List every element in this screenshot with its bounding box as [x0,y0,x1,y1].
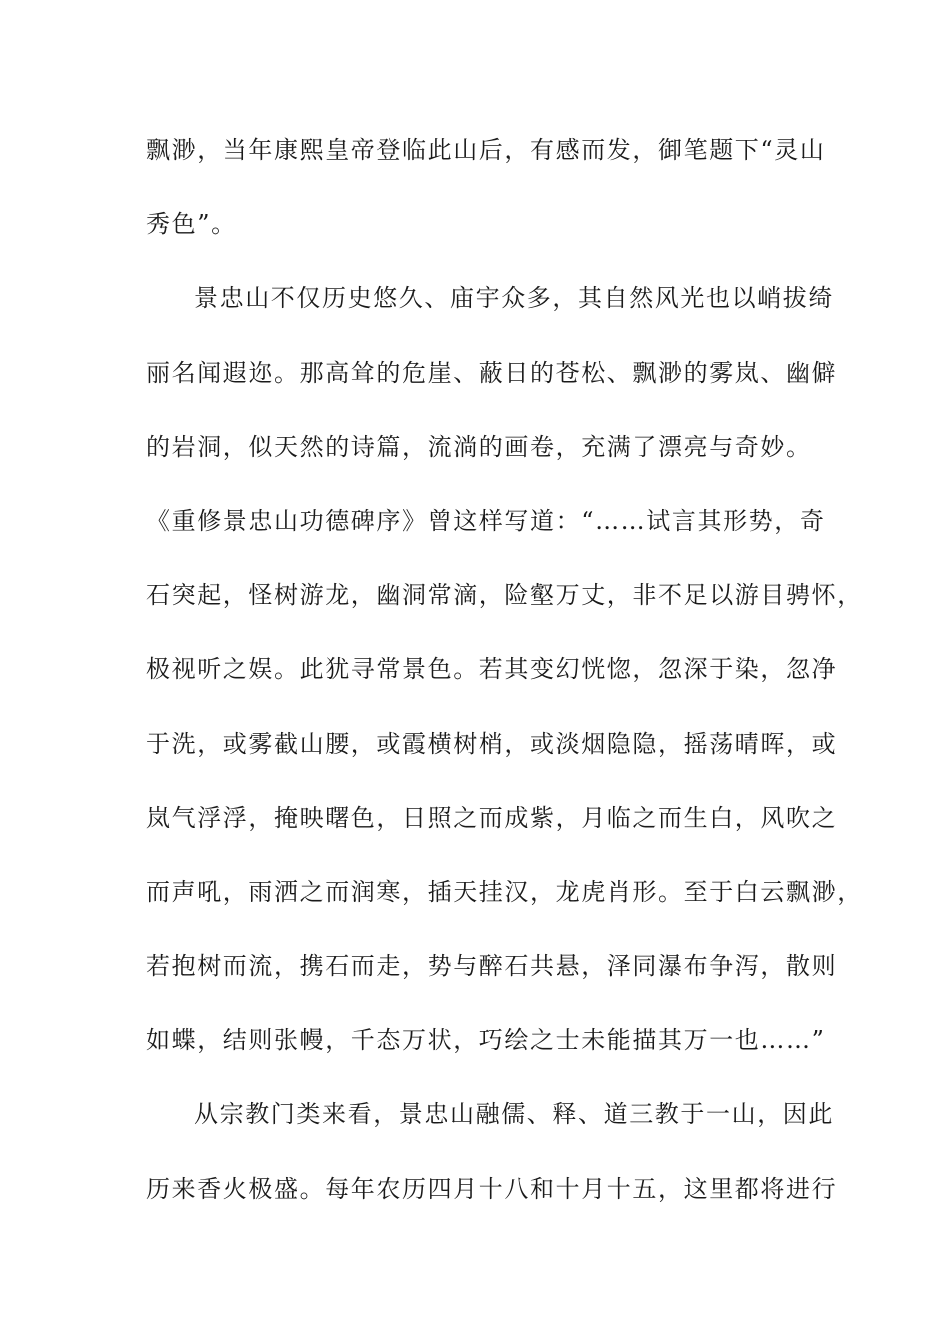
text-line: 的岩洞，似天然的诗篇，流淌的画卷，充满了漂亮与奇妙。 [146,432,812,461]
text-line: 飘渺，当年康熙皇帝登临此山后，有感而发，御笔题下“灵山 [146,136,826,164]
text-line: 石突起，怪树游龙，幽洞常滴，险壑万丈，非不足以游目骋怀， [146,581,863,610]
text-line: 若抱树而流，携石而走，势与醉石共悬，泽同瀑布争泻，散则 [146,952,838,981]
text-line: 岚气浮浮，掩映曙色，日照之而成紫，月临之而生白，风吹之 [146,803,838,832]
text-line: 极视听之娱。此犹寻常景色。若其变幻恍惚，忽深于染，忽净 [146,655,838,684]
text-line: 于洗，或雾截山腰，或霞横树梢，或淡烟隐隐，摇荡晴晖，或 [146,729,838,758]
text-line: 丽名闻遐迩。那高耸的危崖、蔽日的苍松、飘渺的雾岚、幽僻 [146,358,838,387]
text-line: 《重修景忠山功德碑序》曾这样写道：“……试言其形势，奇 [146,506,826,535]
text-line: 如蝶，结则张幔，千态万状，巧绘之士未能描其万一也……” [146,1026,826,1055]
text-line: 景忠山不仅历史悠久、庙宇众多，其自然风光也以峭拔绮 [194,284,834,313]
text-line: 秀色”。 [146,210,237,239]
text-line: 而声吼，雨洒之而润寒，插天挂汉，龙虎肖形。至于白云飘渺， [146,877,863,906]
text-line: 历来香火极盛。每年农历四月十八和十月十五，这里都将进行 [146,1174,838,1203]
body-text [146,125,863,1238]
text-line: 从宗教门类来看，景忠山融儒、释、道三教于一山，因此 [194,1100,834,1129]
